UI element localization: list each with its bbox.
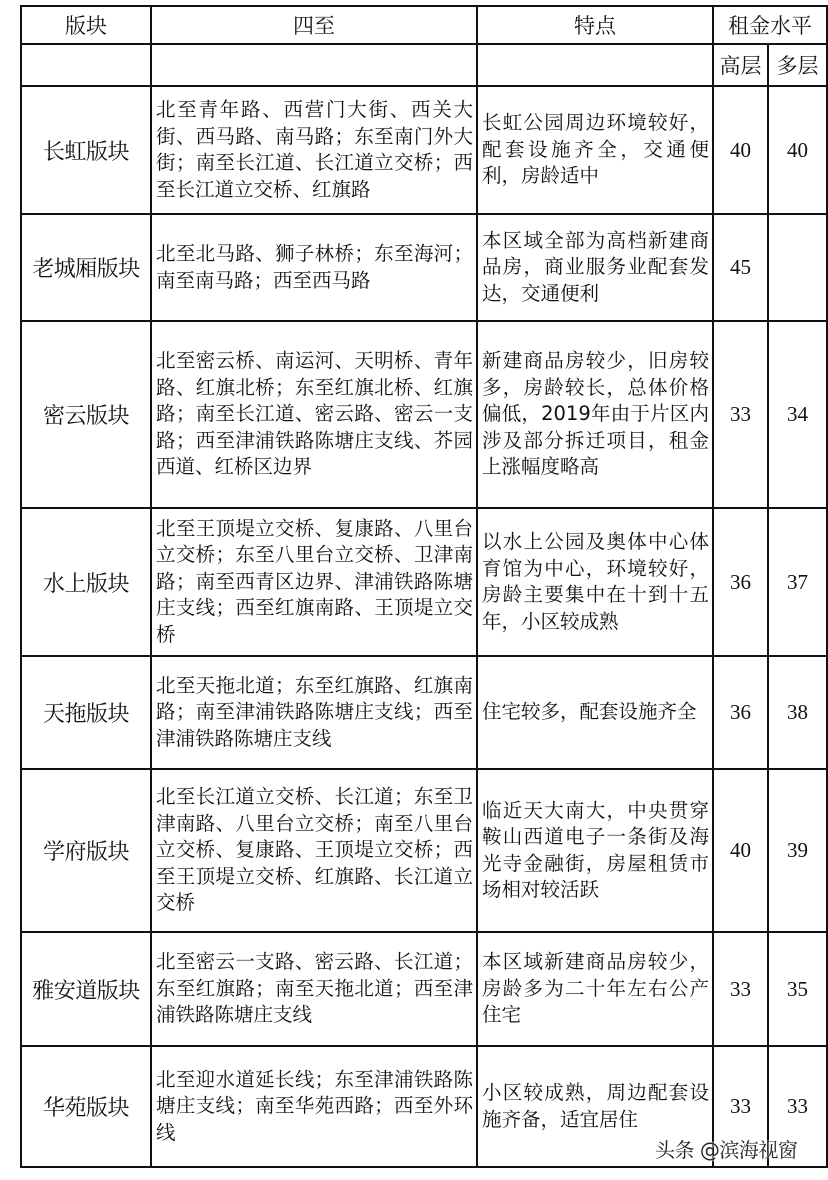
header-rent-level: 租金水平 [713, 6, 827, 44]
subheader-empty [151, 44, 477, 86]
rent-high-rise: 36 [713, 656, 768, 769]
table-row [21, 214, 827, 321]
block-boundary: 北至密云桥、南运河、天明桥、青年路、红旗北桥；东至红旗北桥、红旗路；南至长江道、密云路、密云一支路；西至津浦铁路陈塘庄支线、芥园西道、红桥区边界 [151, 321, 477, 508]
rent-high-rise: 33 [713, 321, 768, 508]
block-features: 新建商品房较少，旧房较多，房龄较长，总体价格偏低，2019年由于片区内涉及部分拆迁项目，租金上涨幅度略高 [477, 321, 713, 508]
block-features: 小区较成熟，周边配套设施齐备，适宜居住 [477, 1046, 713, 1167]
subheader-empty [21, 44, 151, 86]
block-features: 本区域新建商品房较少，房龄多为二十年左右公产住宅 [477, 932, 713, 1046]
rent-multi-story: 35 [768, 932, 827, 1046]
rent-multi-story: 40 [768, 86, 827, 214]
rent-high-rise: 40 [713, 86, 768, 214]
rent-multi-story [768, 214, 827, 321]
block-name: 密云版块 [21, 321, 151, 508]
subheader-empty [477, 44, 713, 86]
block-boundary: 北至青年路、西营门大街、西关大街、西马路、南马路；东至南门外大街；南至长江道、长江道立交桥；西至长江道立交桥、红旗路 [151, 86, 477, 214]
table-row [21, 508, 827, 656]
rent-multi-story: 34 [768, 321, 827, 508]
header-block: 版块 [21, 6, 151, 44]
block-features: 以水上公园及奥体中心体育馆为中心，环境较好，房龄主要集中在十到十五年，小区较成熟 [477, 508, 713, 656]
block-features: 住宅较多，配套设施齐全 [477, 656, 713, 769]
block-name: 水上版块 [21, 508, 151, 656]
table-row [21, 86, 827, 214]
table-row [21, 321, 827, 508]
subheader-row [21, 44, 827, 86]
watermark: 头条 @滨海视窗 [655, 1138, 798, 1162]
block-features: 临近天大南大，中央贯穿鞍山西道电子一条街及海光寺金融街，房屋租赁市场相对较活跃 [477, 769, 713, 932]
rent-multi-story: 38 [768, 656, 827, 769]
table-row [21, 769, 827, 932]
rent-level-table [20, 5, 828, 1168]
rent-high-rise: 45 [713, 214, 768, 321]
rent-high-rise: 33 [713, 932, 768, 1046]
block-boundary: 北至密云一支路、密云路、长江道；东至红旗路；南至天拖北道；西至津浦铁路陈塘庄支线 [151, 932, 477, 1046]
table-row [21, 656, 827, 769]
block-boundary: 北至北马路、狮子林桥；东至海河；南至南马路；西至西马路 [151, 214, 477, 321]
block-name: 长虹版块 [21, 86, 151, 214]
block-name: 老城厢版块 [21, 214, 151, 321]
rent-high-rise: 36 [713, 508, 768, 656]
rent-multi-story: 39 [768, 769, 827, 932]
block-boundary: 北至王顶堤立交桥、复康路、八里台立交桥；东至八里台立交桥、卫津南路；南至西青区边界、津浦铁路陈塘庄支线；西至红旗南路、王顶堤立交桥 [151, 508, 477, 656]
header-high-rise: 高层 [713, 44, 768, 86]
block-name: 华苑版块 [21, 1046, 151, 1167]
header-boundary: 四至 [151, 6, 477, 44]
block-boundary: 北至迎水道延长线；东至津浦铁路陈塘庄支线；南至华苑西路；西至外环线 [151, 1046, 477, 1167]
block-features: 本区域全部为高档新建商品房，商业服务业配套发达，交通便利 [477, 214, 713, 321]
block-boundary: 北至天拖北道；东至红旗路、红旗南路；南至津浦铁路陈塘庄支线；西至津浦铁路陈塘庄支线 [151, 656, 477, 769]
rent-multi-story: 33 [768, 1046, 827, 1167]
header-row [21, 6, 827, 44]
block-name: 天拖版块 [21, 656, 151, 769]
rent-high-rise: 33 [713, 1046, 768, 1167]
block-name: 雅安道版块 [21, 932, 151, 1046]
block-features: 长虹公园周边环境较好，配套设施齐全，交通便利，房龄适中 [477, 86, 713, 214]
header-features: 特点 [477, 6, 713, 44]
rent-multi-story: 37 [768, 508, 827, 656]
header-multi-story: 多层 [768, 44, 827, 86]
rent-high-rise: 40 [713, 769, 768, 932]
table-row [21, 932, 827, 1046]
block-boundary: 北至长江道立交桥、长江道；东至卫津南路、八里台立交桥；南至八里台立交桥、复康路、王顶堤立交桥；西至王顶堤立交桥、红旗路、长江道立交桥 [151, 769, 477, 932]
block-name: 学府版块 [21, 769, 151, 932]
